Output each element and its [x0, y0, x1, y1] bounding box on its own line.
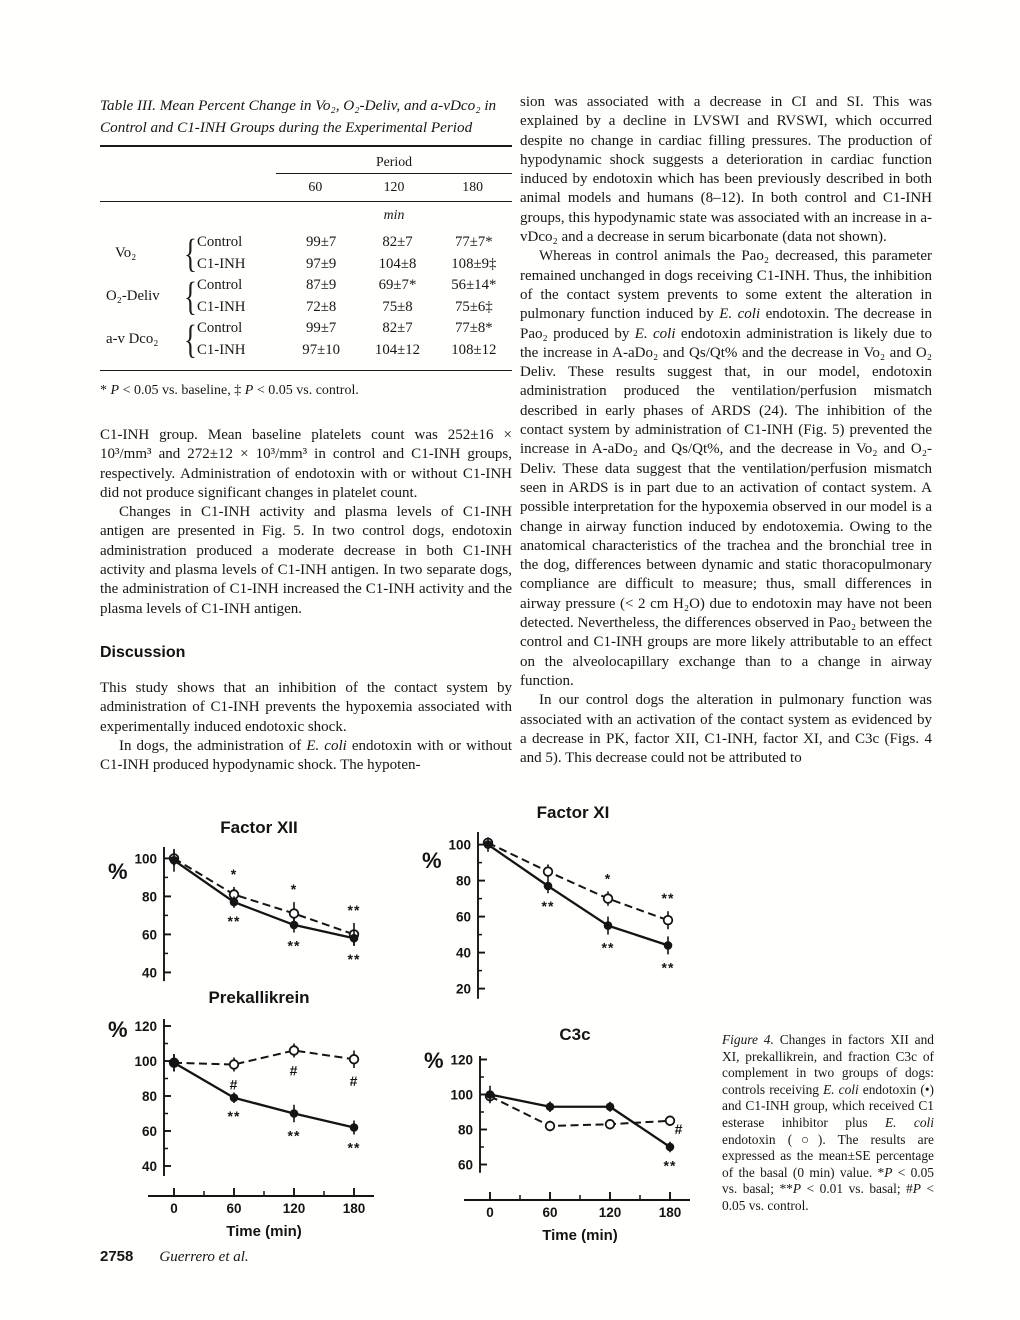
x-tick-label: 60	[226, 1201, 242, 1216]
page-number: 2758	[100, 1248, 134, 1265]
filled-point	[170, 1058, 179, 1067]
paragraph: Changes in C1-INH activity and plasma levels of C1-INH antigen are presented in Fig. 5. In two control dogs, endotoxin administration produced a moderate decrease in both C1-INH activity and plasma levels of C1-INH antigen. In two separate dogs, the administration of C1-INH increased the C1-INH activity and the plasma levels of C1-INH antigen.	[100, 504, 512, 617]
y-tick-label: 120	[134, 1019, 157, 1034]
y-tick-label: 60	[141, 1124, 157, 1139]
y-tick-label: 100	[134, 851, 157, 867]
paragraph: This study shows that an inhibition of the contact system by administration of C1-INH prevents the hypoxemia associated with experimentally induced endotoxic shock.	[100, 679, 512, 735]
y-tick-label: 60	[141, 927, 157, 943]
table-cell: 75±8	[382, 298, 413, 315]
page-footer	[100, 1248, 249, 1266]
table-body	[100, 232, 512, 361]
series-line	[174, 860, 354, 938]
open-point	[290, 1046, 299, 1055]
table-cell: 104±12	[374, 341, 421, 358]
control-series	[484, 837, 675, 975]
table-footnote: * P < 0.05 vs. baseline, ‡ P < 0.05 vs. control.	[100, 383, 359, 398]
series-line	[488, 845, 668, 946]
y-tick-label: 80	[141, 889, 157, 905]
paragraph: sion was associated with a decrease in CI and SI. This was explained by a decline in LVSWI and RVSWI, which occurred despite no change in cardiac filling pressures. The production of hypodynamic shock suggests a deterioration in cardiac function induced by endotoxin which has been previously described in both animal models and humans (8–12). In both control and C1-INH groups, this hypodynamic state was associated with an increase in a-vDco₂ and a decrease in serum bicarbonate (data not shown).	[520, 94, 932, 246]
series-line	[490, 1095, 670, 1148]
row-group	[100, 275, 197, 318]
filled-point	[606, 1102, 615, 1111]
subgroup-label: C1-INH	[197, 255, 246, 272]
filled-point	[290, 921, 299, 930]
significance-mark: **	[287, 1127, 301, 1144]
y-tick-label: 60	[455, 909, 471, 925]
filled-point	[546, 1102, 555, 1111]
open-point	[230, 1060, 239, 1069]
y-axis-label: %	[422, 848, 442, 873]
significance-mark: **	[227, 1108, 241, 1124]
table-row	[197, 297, 512, 319]
column-header: 180	[462, 179, 483, 194]
x-tick-label: 120	[282, 1201, 306, 1216]
table-row	[197, 254, 512, 276]
table-unit-row	[100, 202, 512, 232]
table-cell: 72±8	[306, 298, 337, 315]
x-axis-label: Time (min)	[226, 1223, 302, 1240]
chart-title: Factor XI	[536, 803, 610, 822]
group-label: O₂-Deliv	[106, 288, 160, 304]
table-cell: 69±7*	[378, 277, 417, 294]
table-header-spacer	[100, 147, 276, 174]
x-tick-label: 0	[486, 1205, 494, 1220]
c1-inh-series	[170, 851, 361, 946]
table-header-period	[100, 147, 512, 174]
unit-label: min	[383, 207, 405, 222]
x-tick-label: 60	[542, 1205, 558, 1220]
table-cell: 97±9	[306, 255, 337, 272]
table-cell: 82±7	[382, 234, 413, 251]
prekallikrein-chart	[100, 985, 430, 1252]
filled-point	[350, 934, 359, 943]
significance-mark: #	[229, 1076, 239, 1093]
period-header: Period	[276, 147, 512, 174]
y-tick-label: 40	[141, 965, 157, 981]
subgroup-label: C1-INH	[197, 298, 246, 315]
table-cell: 77±8*	[454, 320, 493, 337]
row-group	[100, 318, 197, 361]
subgroup-label: Control	[197, 320, 243, 337]
filled-point	[350, 1123, 359, 1132]
y-tick-label: 100	[448, 837, 471, 853]
open-point	[666, 1116, 675, 1125]
filled-point	[230, 898, 239, 907]
y-tick-label: 80	[141, 1089, 157, 1104]
chart-title: Prekallikrein	[208, 988, 310, 1007]
filled-point	[666, 1143, 675, 1152]
figure-4	[100, 800, 940, 1260]
table-cell: 108±9‡	[451, 255, 497, 272]
brace-glyph: {	[184, 230, 197, 276]
c3c-svg	[416, 1022, 746, 1262]
x-tick-label: 120	[598, 1205, 622, 1220]
significance-mark: *	[604, 870, 612, 887]
left-text-block	[100, 426, 512, 775]
filled-point	[484, 840, 493, 849]
y-axis-label: %	[424, 1048, 444, 1073]
y-tick-label: 40	[455, 945, 471, 961]
y-tick-label: 120	[450, 1052, 473, 1068]
open-point	[544, 867, 553, 876]
table-rule-bottom	[100, 370, 512, 371]
series-line	[174, 858, 354, 934]
significance-mark: **	[347, 950, 361, 967]
table-cell: 99±7	[306, 234, 337, 251]
open-point	[606, 1120, 615, 1129]
significance-mark: #	[349, 1073, 359, 1089]
y-axis-label: %	[108, 1017, 128, 1042]
chart-title: C3c	[559, 1025, 591, 1044]
significance-mark: **	[347, 902, 361, 918]
x-tick-label: 0	[170, 1201, 178, 1216]
table-row	[197, 232, 512, 254]
table-iii	[100, 95, 512, 399]
significance-mark: **	[601, 939, 615, 956]
significance-mark: **	[541, 898, 555, 915]
y-tick-label: 20	[455, 981, 471, 997]
table-header-columns	[100, 174, 512, 201]
paragraph: In our control dogs the alteration in pulmonary function was associated with an activation of the contact system as evidenced by a decrease in PK, factor XII, C1-INH, factor XI, and C3c (Figs. 4 and 5). This decrease could not be attributed to	[520, 692, 932, 767]
filled-point	[290, 1109, 299, 1118]
paragraph: Whereas in control animals the Pao₂ decreased, this parameter remained unchanged in dogs receiving C1-INH. Thus, the inhibition of the contact system prevents to some extent the alteration in pulmonary function induced by E. coli endotoxin. The decrease in Pao₂ produced by E. coli endotoxin administration is likely due to the increase in A-aDo₂ and Qs/Qt% and the decrease in Vo₂ and O₂ Deliv. These results suggest that, in our model, endotoxin administration produced the ventilation/perfusion mismatch described in early phases of ARDS (24). The inhibition of the contact system by administration of C1-INH (Fig. 5) prevented the increase in A-aDo₂ and Qs/Qt%, and the decrease in Vo₂ and O₂-Deliv. These data suggest that the ventilation/perfusion mismatch seen in ARDS is in part due to an activation of contact system. A possible interpretation for the hypoxemia observed in our model is a change in airway function induced by endotoxemia. Owing to the anatomical characteristics of the trachea and the bronchial tree in the dog, differences between dynamic and static thoracopulmonary compliance are difficult to measure; thus, small differences in airway pressure (< 2 cm H₂O) due to endotoxin may have not been detected. Nevertheless, the differences observed in Pao₂ between the control and C1-INH groups are more likely attributable to an effect on the alveolocapillary exchange than to a change in airway function.	[520, 248, 932, 689]
brace-glyph: {	[184, 316, 197, 362]
open-point	[546, 1122, 555, 1131]
open-point	[604, 894, 613, 903]
filled-point	[544, 882, 553, 891]
y-tick-label: 40	[141, 1159, 157, 1174]
significance-mark: **	[661, 959, 675, 976]
factor-xii-chart	[100, 815, 430, 992]
column-header: 60	[308, 179, 323, 194]
paragraph: In dogs, the administration of E. coli endotoxin with or without C1-INH produced hypodynamic shock. The hypoten-	[100, 737, 512, 774]
filled-point	[604, 921, 613, 930]
significance-mark: *	[290, 881, 298, 898]
y-tick-label: 80	[457, 1122, 473, 1138]
series-line	[488, 843, 668, 920]
table-cell: 77±7*	[454, 234, 493, 251]
c1-inh-series	[170, 1044, 359, 1093]
c1-inh-series	[486, 1091, 684, 1137]
control-series	[170, 1054, 361, 1156]
significance-mark: **	[287, 937, 301, 954]
prekallikrein-svg	[100, 985, 430, 1247]
filled-point	[230, 1093, 239, 1102]
table-cell: 56±14*	[451, 277, 497, 294]
table-title: Table III. Mean Percent Change in Vo₂, O₂-Deliv, and a-vDco₂ in Control and C1-INH Groups during the Experimental Period	[100, 97, 497, 136]
c1-inh-series	[484, 837, 675, 929]
table-cell: 108±12	[451, 341, 497, 358]
significance-mark: #	[289, 1062, 299, 1079]
factor-xi-chart	[414, 800, 744, 1019]
brace-glyph: {	[184, 273, 197, 319]
open-point	[350, 1055, 359, 1064]
y-tick-label: 100	[450, 1087, 473, 1103]
table-row	[197, 275, 512, 297]
x-tick-label: 180	[342, 1201, 366, 1216]
significance-mark: *	[230, 865, 238, 882]
paragraph: C1-INH group. Mean baseline platelets count was 252±16 × 10³/mm³ and 272±12 × 10³/mm³ in control and C1-INH groups, respectively. Administration of endotoxin with or without C1-INH did not produce significant changes in platelet count.	[100, 427, 512, 501]
filled-point	[486, 1090, 495, 1099]
table-cell: 97±10	[302, 341, 341, 358]
subgroup-label: C1-INH	[197, 341, 246, 358]
factor-xii-svg	[100, 815, 430, 987]
y-tick-label: 80	[455, 873, 471, 889]
group-label: a-v Dco₂	[106, 331, 159, 347]
running-authors: Guerrero et al.	[159, 1249, 249, 1265]
table-cell: 75±6‡	[454, 298, 493, 315]
open-point	[664, 916, 673, 925]
subgroup-label: Control	[197, 277, 243, 294]
series-line	[174, 1063, 354, 1128]
discussion-heading: Discussion	[100, 643, 186, 661]
control-series	[170, 849, 361, 967]
left-column	[100, 95, 512, 775]
open-point	[290, 909, 299, 918]
x-tick-label: 180	[658, 1205, 682, 1220]
chart-title: Factor XII	[220, 818, 298, 837]
significance-mark: **	[227, 912, 241, 929]
table-row	[197, 340, 512, 362]
table-cell: 82±7	[382, 320, 413, 337]
control-series	[486, 1086, 677, 1174]
y-tick-label: 60	[457, 1157, 473, 1173]
row-group	[100, 232, 197, 275]
column-header: 120	[383, 179, 405, 194]
right-column	[520, 93, 932, 768]
table-cell: 87±9	[306, 277, 337, 294]
significance-mark: #	[674, 1121, 684, 1137]
filled-point	[664, 941, 673, 950]
y-axis-label: %	[108, 859, 128, 884]
table-cell: 104±8	[378, 255, 417, 272]
c3c-chart	[416, 1022, 746, 1267]
y-tick-label: 100	[134, 1054, 157, 1069]
figure-caption: Figure 4. Changes in factors XII and XI, prekallikrein, and fraction C3c of complement in two groups of dogs: controls receiving E. coli endotoxin (•) and C1-INH group, which received C1 esterase inhibitor plus E. coli endotoxin (○). The results are expressed as the mean±SE percentage of the basal (0 min) value. *P < 0.05 vs. basal; **P < 0.01 vs. basal; #P < 0.05 vs. control.	[722, 1032, 934, 1213]
significance-mark: **	[347, 1139, 361, 1156]
series-line	[174, 1051, 354, 1065]
factor-xi-svg	[414, 800, 744, 1014]
significance-mark: **	[661, 890, 675, 907]
group-label: Vo₂	[115, 245, 137, 261]
table-cell: 99±7	[306, 320, 337, 337]
table-row	[197, 318, 512, 340]
x-axis-label: Time (min)	[542, 1227, 618, 1244]
significance-mark: **	[663, 1157, 677, 1174]
filled-point	[170, 856, 179, 865]
subgroup-label: Control	[197, 234, 243, 251]
